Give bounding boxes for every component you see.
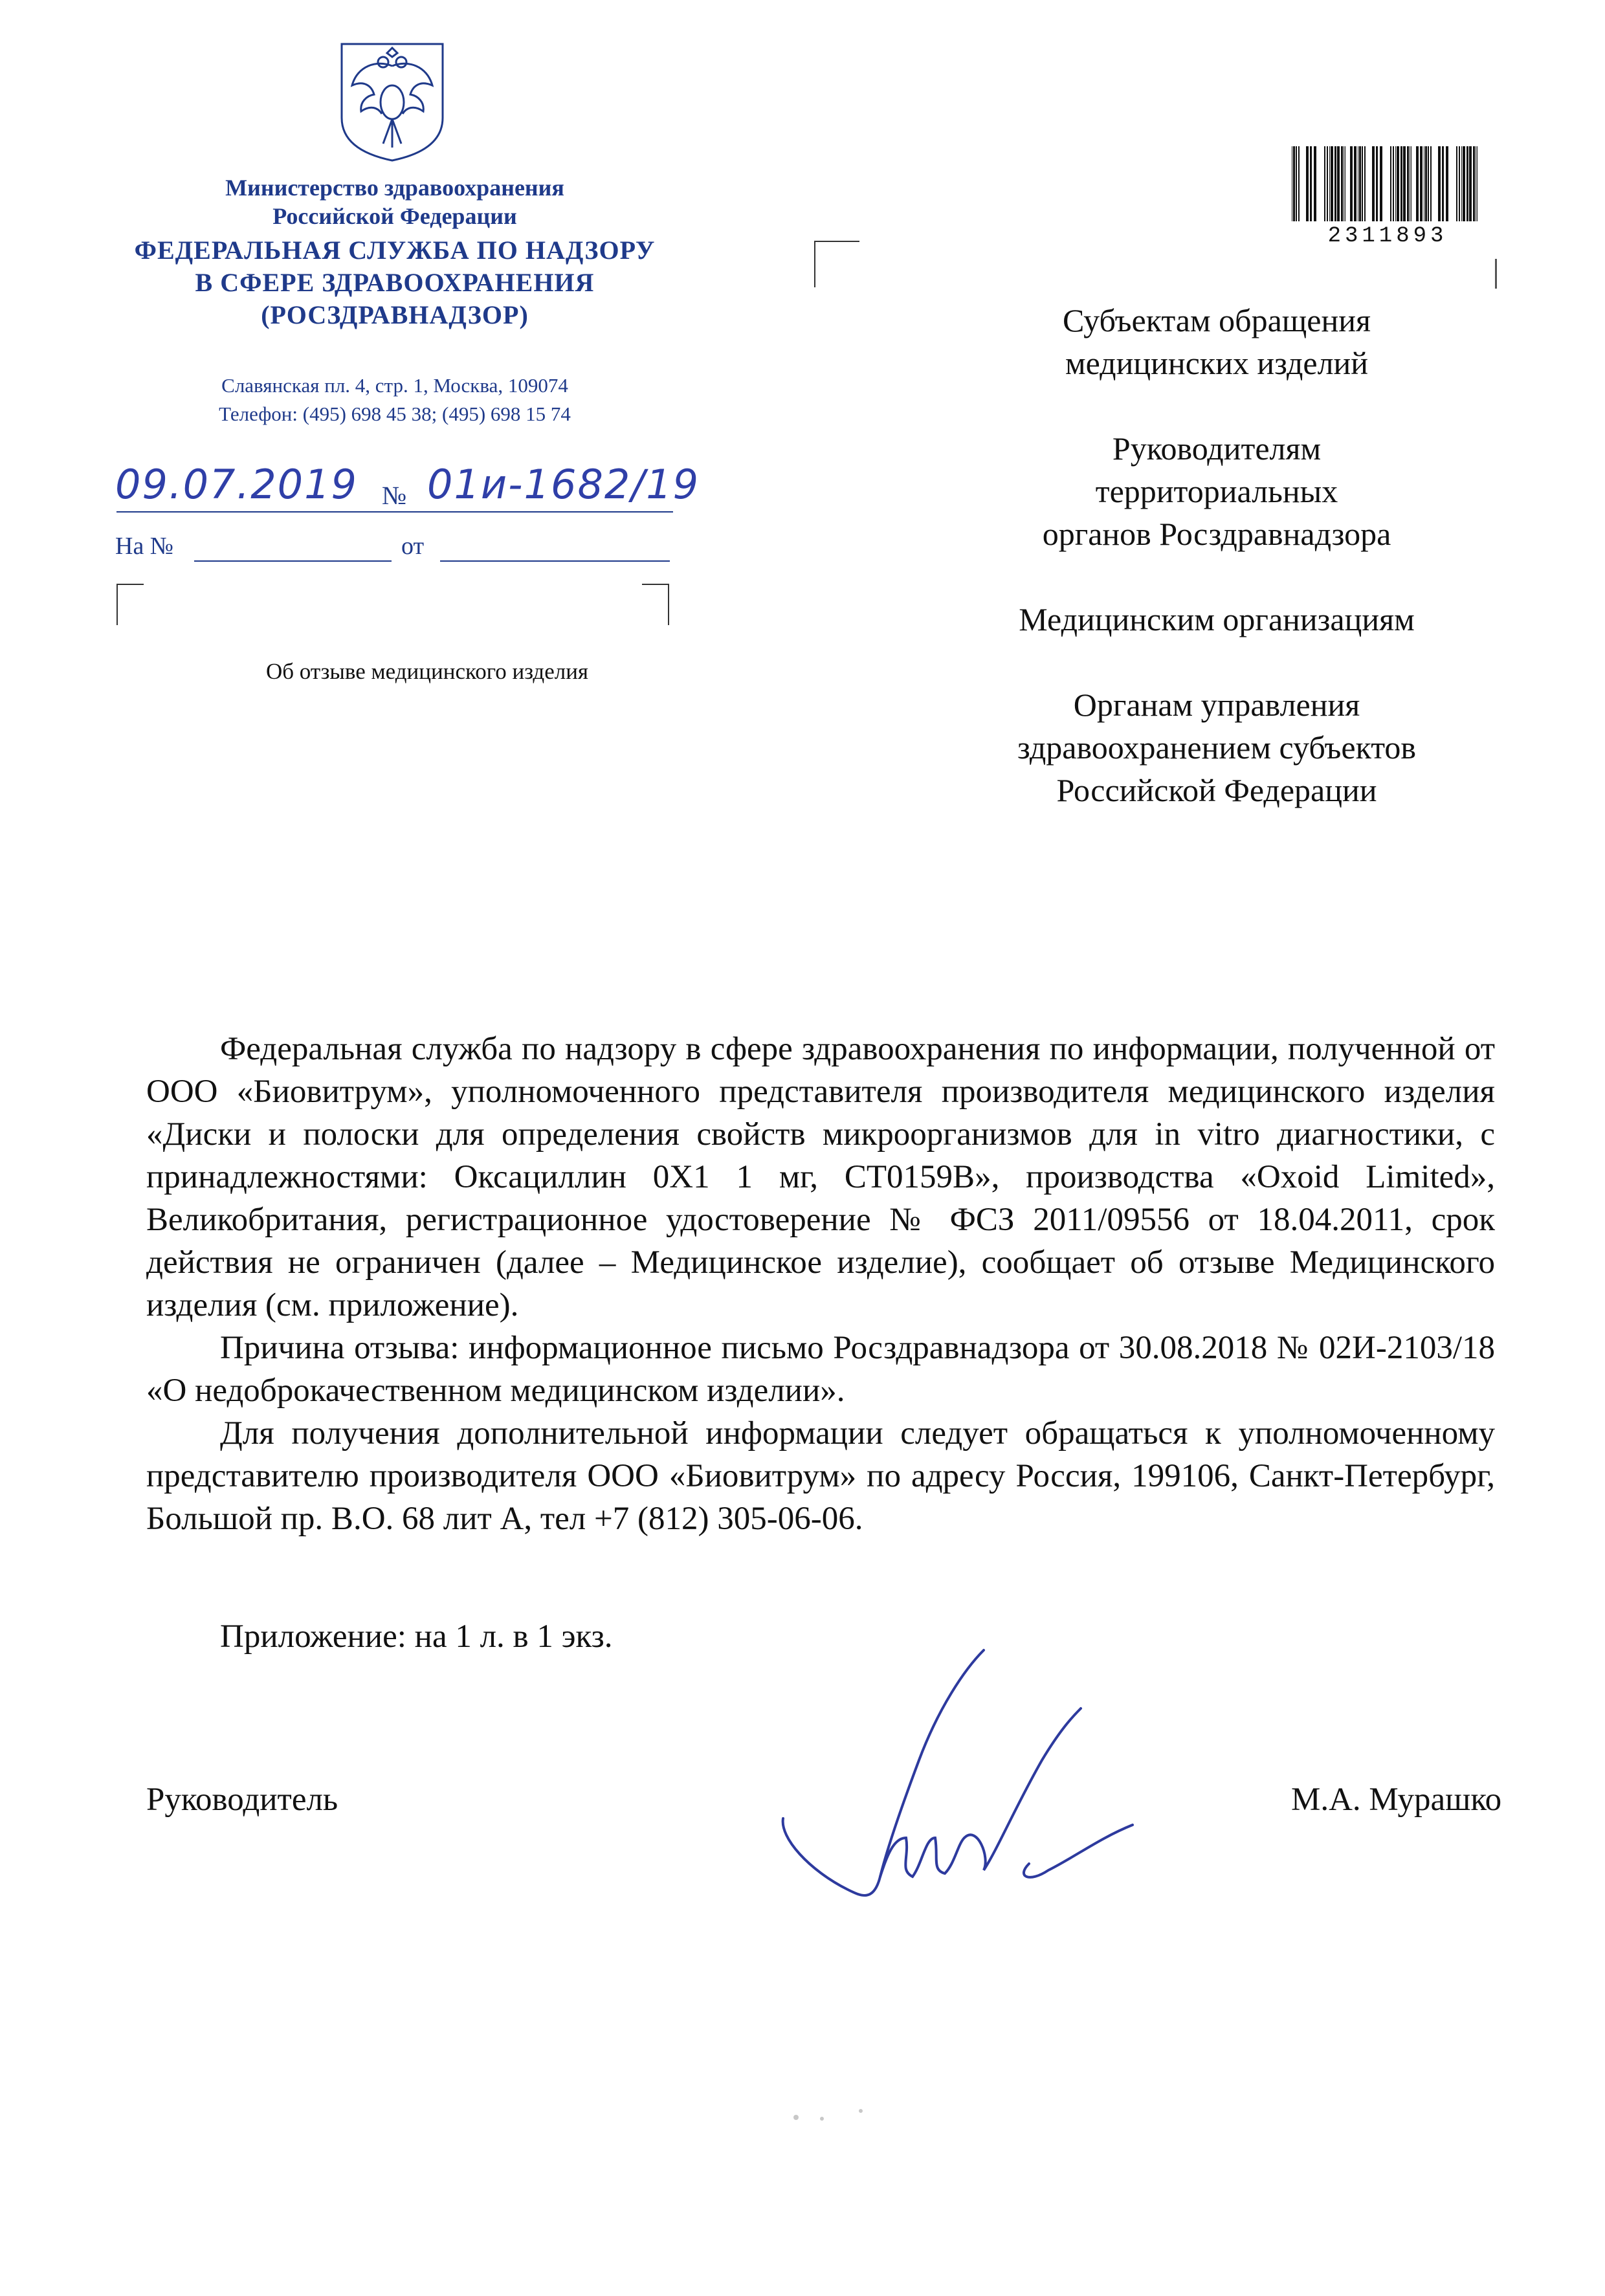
recipient xyxy=(893,299,1540,384)
ministry-line: Министерство здравоохранения xyxy=(225,175,564,201)
barcode-bar xyxy=(1331,146,1333,221)
reply-number-line xyxy=(194,560,392,562)
barcode-bar xyxy=(1473,146,1475,221)
barcode-bar xyxy=(1461,146,1462,221)
ministry-name xyxy=(136,173,654,230)
barcode-bar xyxy=(1341,146,1343,221)
barcode-bar xyxy=(1376,146,1378,221)
ministry-line: Российской Федерации xyxy=(272,203,517,229)
barcode-bar xyxy=(1469,146,1472,221)
barcode-bar xyxy=(1416,146,1419,221)
barcode-bar xyxy=(1298,146,1300,221)
coat-of-arms-icon xyxy=(338,40,447,163)
attachment-note: Приложение: на 1 л. в 1 экз. xyxy=(220,1618,613,1655)
barcode-bar xyxy=(1337,146,1340,221)
barcode-icon xyxy=(1290,146,1485,221)
barcode-number: 2311893 xyxy=(1327,224,1448,248)
registration-mark xyxy=(1495,259,1497,289)
reply-to-label: На № xyxy=(115,533,174,560)
barcode-bar xyxy=(1329,146,1330,221)
address-line: Славянская пл. 4, стр. 1, Москва, 109074 xyxy=(221,374,568,397)
barcode-bar xyxy=(1293,146,1295,221)
subject-corner-left xyxy=(116,584,144,625)
barcode-bar xyxy=(1390,146,1391,221)
signatory-title: Руководитель xyxy=(146,1782,338,1818)
barcode-bar xyxy=(1403,146,1406,221)
recipient xyxy=(893,427,1540,555)
recipient xyxy=(893,683,1540,811)
barcode-bar xyxy=(1327,146,1328,221)
service-line: В СФЕРЕ ЗДРАВООХРАНЕНИЯ xyxy=(195,268,595,297)
barcode-bar xyxy=(1430,146,1432,221)
from-label: от xyxy=(401,533,425,560)
phone-line: Телефон: (495) 698 45 38; (495) 698 15 74 xyxy=(219,403,571,425)
barcode-bar xyxy=(1324,146,1325,221)
recipient xyxy=(893,598,1540,641)
body-paragraph: Федеральная служба по надзору в сфере здравоохранения по информации, полученной от ООО «Биовитрум», уполномоченного представителя производителя медицинского изделия «Диски и полоски для определения свойств микроорганизмов для in vitro диагностики, с принадлежностями: Оксациллин 0X1 1 мг, CT0159B», производства «Oxoid Limited», Великобритания, регистрационное удостоверение № ФСЗ 2011/09556 от 18.04.2011, срок действия не ограничен (далее – Медицинское изделие), сообщает об отзыве Медицинского изделия (см. приложение). xyxy=(146,1031,1495,1323)
barcode-bar xyxy=(1395,146,1396,221)
barcode-bar xyxy=(1400,146,1402,221)
barcode-bar xyxy=(1350,146,1353,221)
barcode-bar xyxy=(1306,146,1309,221)
recipient-line: Медицинским организациям xyxy=(1019,601,1415,637)
barcode-bar xyxy=(1359,146,1361,221)
recipient-line: Органам управления xyxy=(1073,687,1360,723)
barcode-bar xyxy=(1420,146,1422,221)
barcode-bar xyxy=(1456,146,1457,221)
barcode-bar xyxy=(1362,146,1363,221)
signature-icon xyxy=(770,1644,1158,1922)
recipient-line: медицинских изделий xyxy=(1065,345,1369,381)
barcode-bar xyxy=(1310,146,1312,221)
barcode-bar xyxy=(1446,146,1448,221)
sender-address xyxy=(116,371,673,428)
letter-body xyxy=(146,1028,1495,1540)
body-paragraph: Для получения дополнительной информации следует обращаться к уполномоченному представителю производителя ООО «Биовитрум» по адресу Россия, 199106, Санкт-Петербург, Большой пр. В.О. 68 лит А, тел +7 (812) 305-06-06. xyxy=(146,1415,1495,1537)
barcode-bar xyxy=(1334,146,1336,221)
barcode-bar xyxy=(1372,146,1375,221)
registration-underline xyxy=(116,511,673,513)
recipient-line: Субъектам обращения xyxy=(1063,302,1371,338)
barcode-bar xyxy=(1380,146,1382,221)
letter-subject: Об отзыве медицинского изделия xyxy=(265,659,589,684)
barcode-bar xyxy=(1354,146,1356,221)
recipients-block xyxy=(893,299,1540,854)
barcode-bar xyxy=(1428,146,1429,221)
registration-number: 01и-1682/19 xyxy=(427,461,700,508)
recipient-line: здравоохранением субъектов xyxy=(1017,729,1417,766)
subject-corner-right xyxy=(642,584,669,625)
barcode-bar xyxy=(1442,146,1444,221)
barcode-bar xyxy=(1397,146,1399,221)
service-line: (РОСЗДРАВНАДЗОР) xyxy=(261,300,529,329)
barcode-bar xyxy=(1459,146,1460,221)
reply-date-line xyxy=(440,560,670,562)
barcode-bar xyxy=(1314,146,1316,221)
barcode-bar xyxy=(1393,146,1394,221)
service-name xyxy=(91,234,699,331)
recipient-line: Российской Федерации xyxy=(1056,772,1377,808)
service-line: ФЕДЕРАЛЬНАЯ СЛУЖБА ПО НАДЗОРУ xyxy=(134,236,656,265)
barcode-bar xyxy=(1296,146,1297,221)
barcode-bar xyxy=(1364,146,1366,221)
barcode-bar xyxy=(1477,146,1478,221)
barcode-bar xyxy=(1467,146,1468,221)
recipient-line: территориальных xyxy=(1095,473,1338,509)
scan-speck-icon xyxy=(783,2103,887,2129)
recipient-line: Руководителям xyxy=(1112,430,1322,467)
barcode-bar xyxy=(1425,146,1427,221)
signatory-name: М.А. Мурашко xyxy=(1291,1782,1502,1818)
body-paragraph: Причина отзыва: информационное письмо Росздравнадзора от 30.08.2018 № 02И-2103/18 «О недоброкачественном медицинском изделии». xyxy=(146,1330,1495,1409)
number-sign: № xyxy=(382,481,407,510)
recipient-line: органов Росздравнадзора xyxy=(1042,516,1391,552)
barcode-bar xyxy=(1463,146,1465,221)
registration-date: 09.07.2019 xyxy=(115,461,358,508)
barcode-bar xyxy=(1407,146,1409,221)
barcode-bar xyxy=(1438,146,1441,221)
address-corner xyxy=(814,241,859,287)
